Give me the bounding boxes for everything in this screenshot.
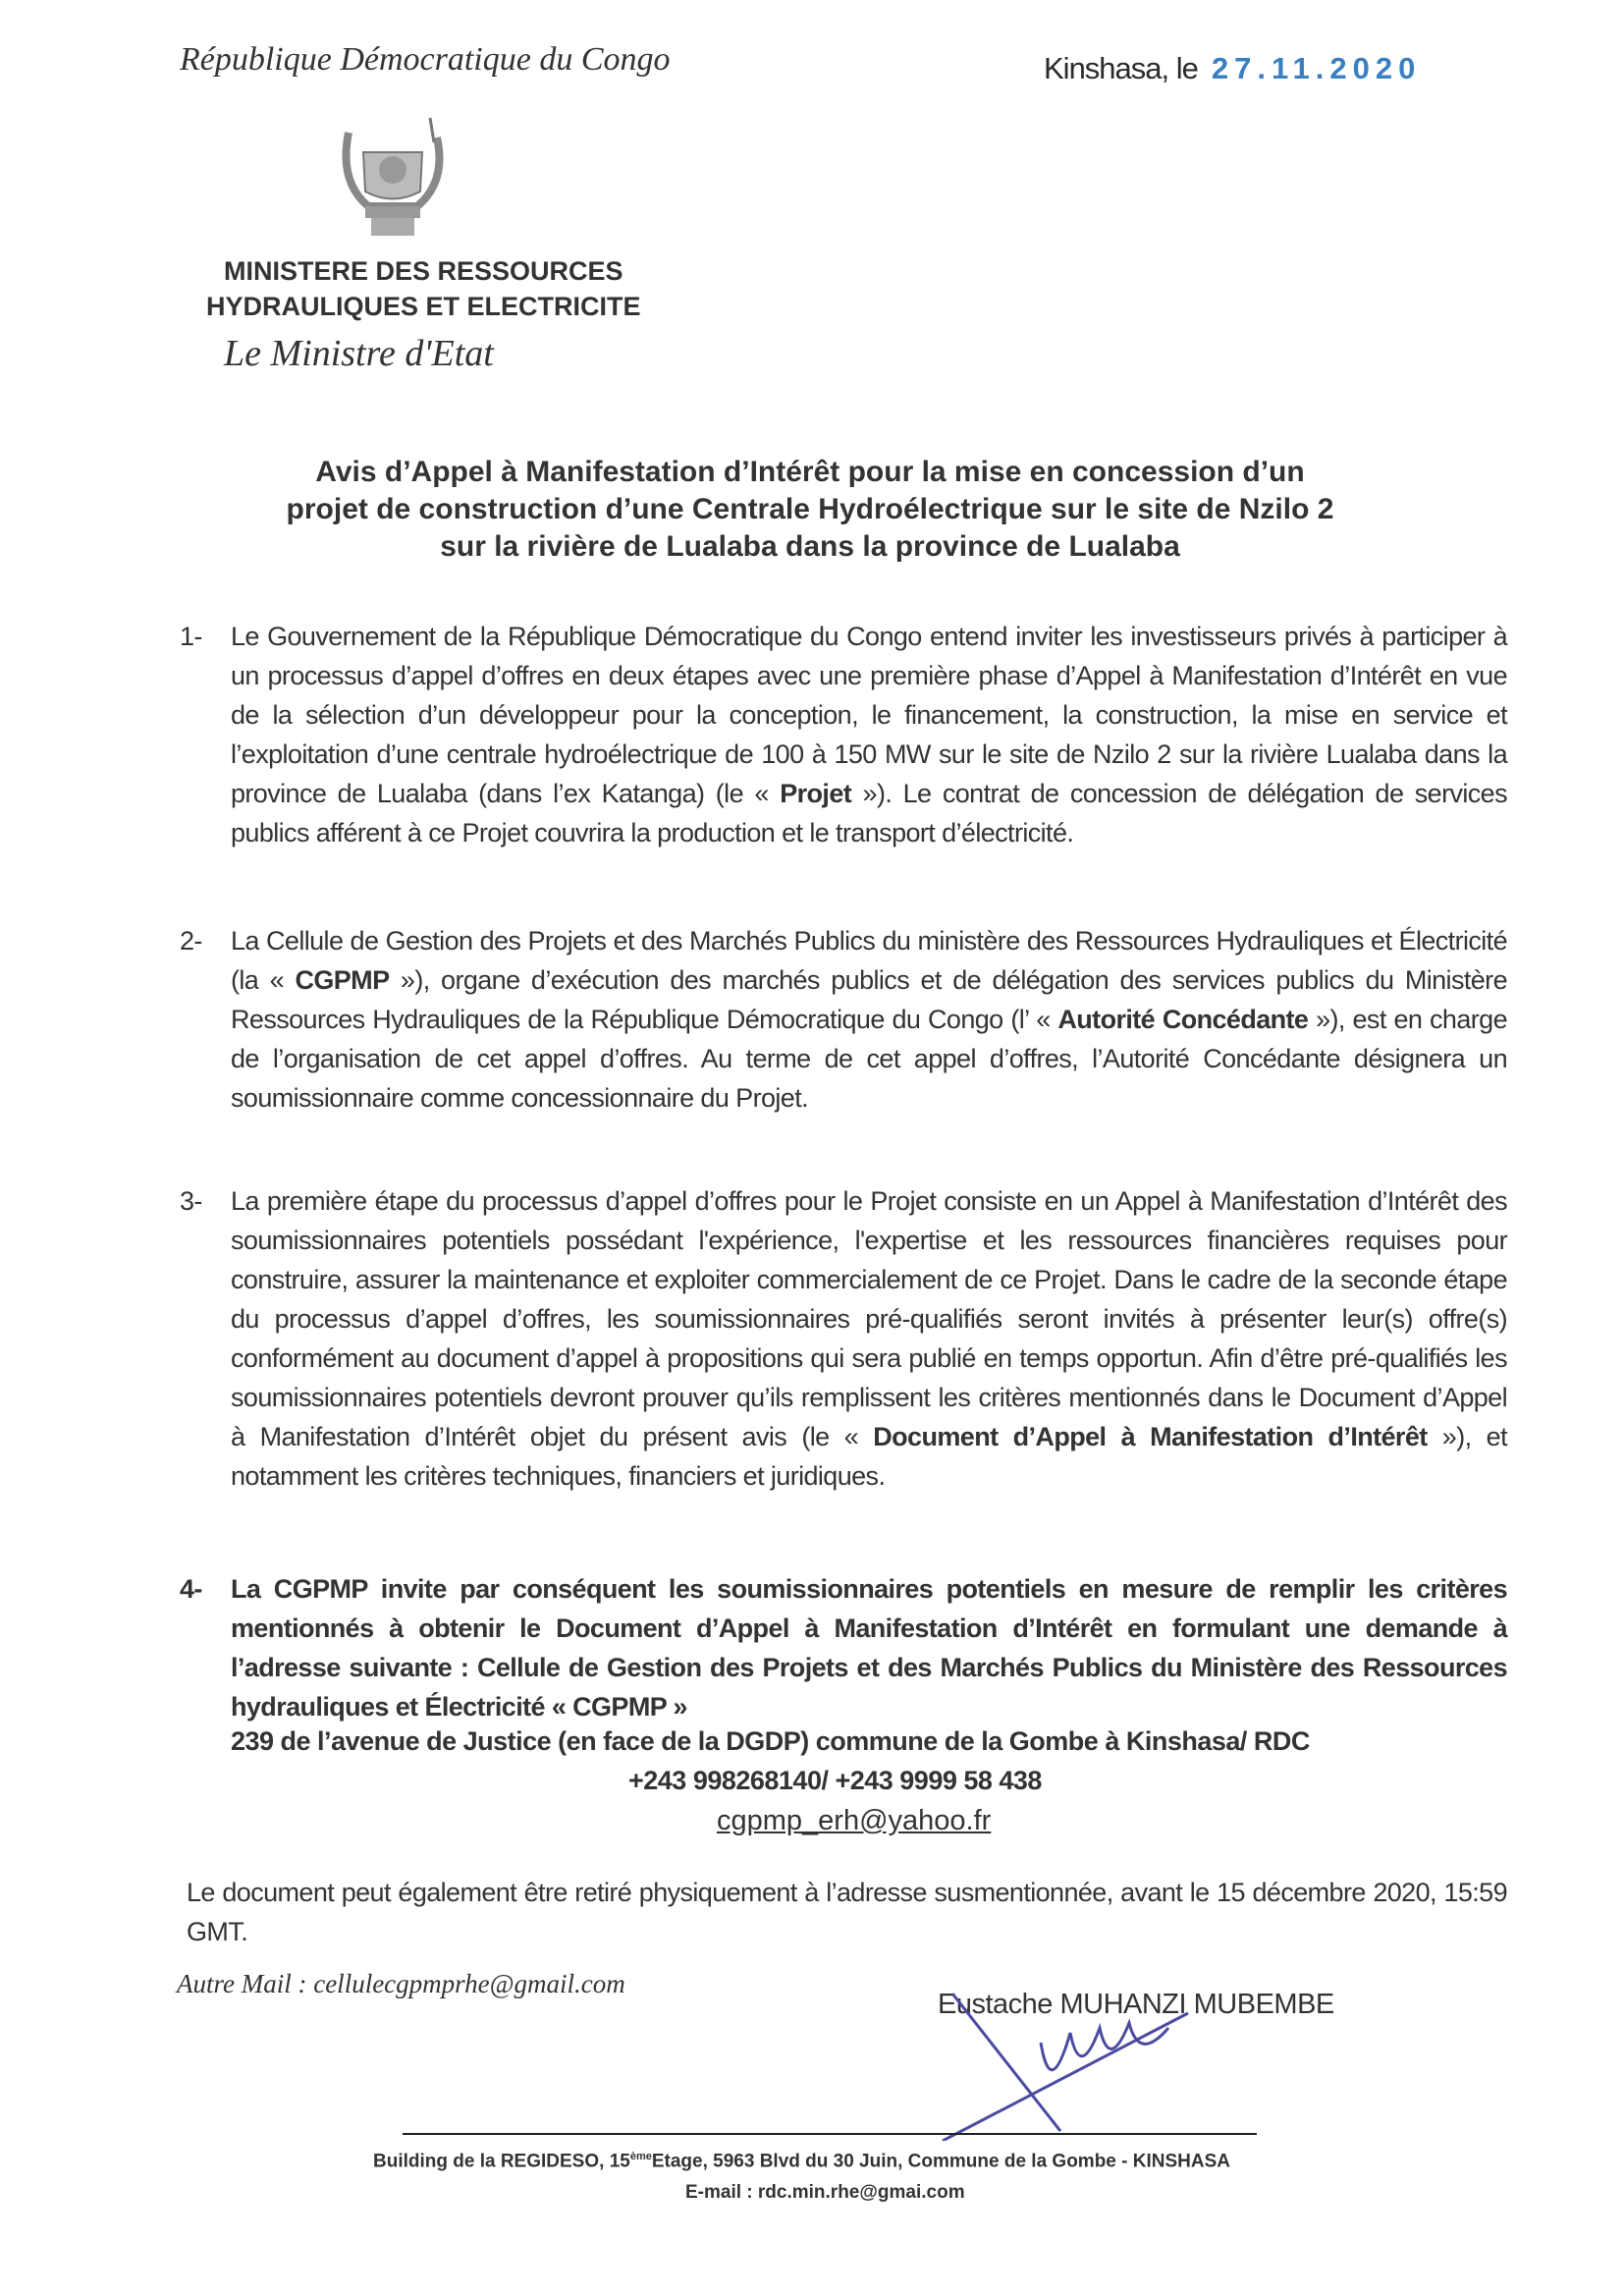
bold-term: Autorité Concédante [1057, 1005, 1309, 1034]
paragraph-3 [180, 1181, 1507, 1496]
contact-email-link[interactable]: cgpmp_erh@yahoo.fr [717, 1805, 992, 1836]
bold-term: Projet [780, 779, 852, 808]
footer-email: E-mail : rdc.min.rhe@gmai.com [685, 2182, 965, 2203]
footer-divider [403, 2133, 1257, 2135]
paragraph-text: La CGPMP invite par conséquent les soumissionnaires potentiels en mesure de remplir les critères mentionnés à obtenir le Document d’Appel à Manifestation d’Intérêt en formulant une demande à l’adresse suivante : Cellule de Gestion des Projets et des Marchés Publics du Ministère des Ressources hydrauliques et Électricité « CGPMP » [231, 1574, 1507, 1722]
signer-name: Eustache MUHANZI MUBEMBE [938, 1989, 1334, 2020]
paragraph-2 [180, 921, 1507, 1118]
title-line-3: sur la rivière de Lualaba dans la province de Lualaba [440, 530, 1180, 563]
paragraph-1 [180, 617, 1507, 852]
footer-address [373, 2151, 1230, 2172]
paragraph-number: 1- [180, 622, 202, 651]
paragraph-text: La Cellule de Gestion des Projets et des Marchés Publics du ministère des Ressources Hydrauliques et Électricité (la « [231, 926, 1507, 995]
footer-superscript: ème [629, 2151, 652, 2162]
paragraph-text: Le Gouvernement de la République Démocratique du Congo entend inviter les investisseurs privés à participer à un processus d’appel d’offres en deux étapes avec une première phase d’Appel à Manifestation d’Intérêt en vue de la sélection d’un développeur pour la conception, le financement, la construction, la mise en service et l’exploitation d’une centrale hydroélectrique de 100 à 150 MW sur le site de Nzilo 2 sur la rivière Lualaba dans la province de Lualaba (dans l’ex Katanga) (le « [231, 622, 1507, 808]
contact-address: 239 de l’avenue de Justice (en face de la DGDP) commune de la Gombe à Kinshasa/ RDC [231, 1726, 1310, 1756]
retrieval-notice: Le document peut également être retiré physiquement à l’adresse susmentionnée, avant le 15 décembre 2020, 15:59 GMT. [187, 1878, 1507, 1946]
bold-term: CGPMP [295, 965, 390, 995]
other-mail: Autre Mail : cellulecgpmprhe@gmail.com [177, 1969, 625, 1998]
paragraph-4 [180, 1569, 1507, 1726]
contact-phones: +243 998268140/ +243 9999 58 438 [628, 1766, 1042, 1795]
country-heading: République Démocratique du Congo [180, 41, 671, 78]
paragraph-number: 4- [180, 1574, 202, 1604]
ministry-line-1: MINISTERE DES RESSOURCES [223, 256, 623, 286]
paragraph-text: »), est en charge de l’organisation de cet appel d’offres. Au terme de cet appel d’offres, l’Autorité Concédante désignera un soumissionnaire comme concessionnaire du Projet. [231, 1005, 1507, 1113]
title-line-1: Avis d’Appel à Manifestation d’Intérêt pour la mise en concession d’un [315, 456, 1305, 488]
footer-address-text: Etage, 5963 Blvd du 30 Juin, Commune de la Gombe - KINSHASA [651, 2151, 1230, 2172]
date-prefix: Kinshasa, le [1044, 51, 1198, 85]
bold-term: Document d’Appel à Manifestation d’Intérêt [873, 1422, 1428, 1451]
paragraph-text: »), et notamment les critères techniques, financiers et juridiques. [231, 1422, 1507, 1491]
paragraph-number: 3- [180, 1186, 202, 1216]
date-line [1044, 51, 1421, 86]
footer-address-text: Building de la REGIDESO, 15 [373, 2151, 630, 2172]
paragraph-text: La première étape du processus d’appel d’offres pour le Projet consiste en un Appel à Manifestation d’Intérêt des soumissionnaires potentiels possédant l'expérience, l'expertise et les ressources financières requises pour construire, assurer la maintenance et exploiter commercialement de ce Projet. Dans le cadre de la seconde étape du processus d’appel d’offres, les soumissionnaires pré-qualifiés seront invités à présenter leur(s) offre(s) conformément au document d’appel à propositions qui sera publié en temps opportun. Afin d’être pré-qualifiés les soumissionnaires potentiels devront prouver qu’ils remplissent les critères mentionnés dans le Document d’Appel à Manifestation d’Intérêt objet du présent avis (le « [231, 1186, 1507, 1451]
minister-title: Le Ministre d'Etat [224, 333, 494, 374]
notice-title [245, 454, 1375, 566]
paragraph-number: 2- [180, 926, 202, 956]
paragraph-text: »). Le contrat de concession de délégation de services publics afférent à ce Projet couvrira la production et le transport d’électricité. [231, 779, 1507, 847]
date-stamp: 27.11.2020 [1211, 51, 1422, 85]
ministry-line-2: HYDRAULIQUES ET ELECTRICITE [206, 292, 641, 321]
title-line-2: projet de construction d’une Centrale Hydroélectrique sur le site de Nzilo 2 [286, 493, 1334, 525]
paragraph-text: »), organe d’exécution des marchés publics et de délégation des services publics du Ministère Ressources Hydrauliques de la République Démocratique du Congo (l’ « [231, 965, 1507, 1034]
handwritten-signature [933, 1974, 1227, 2141]
coat-of-arms-emblem [324, 113, 461, 241]
ministry-name [206, 253, 641, 324]
